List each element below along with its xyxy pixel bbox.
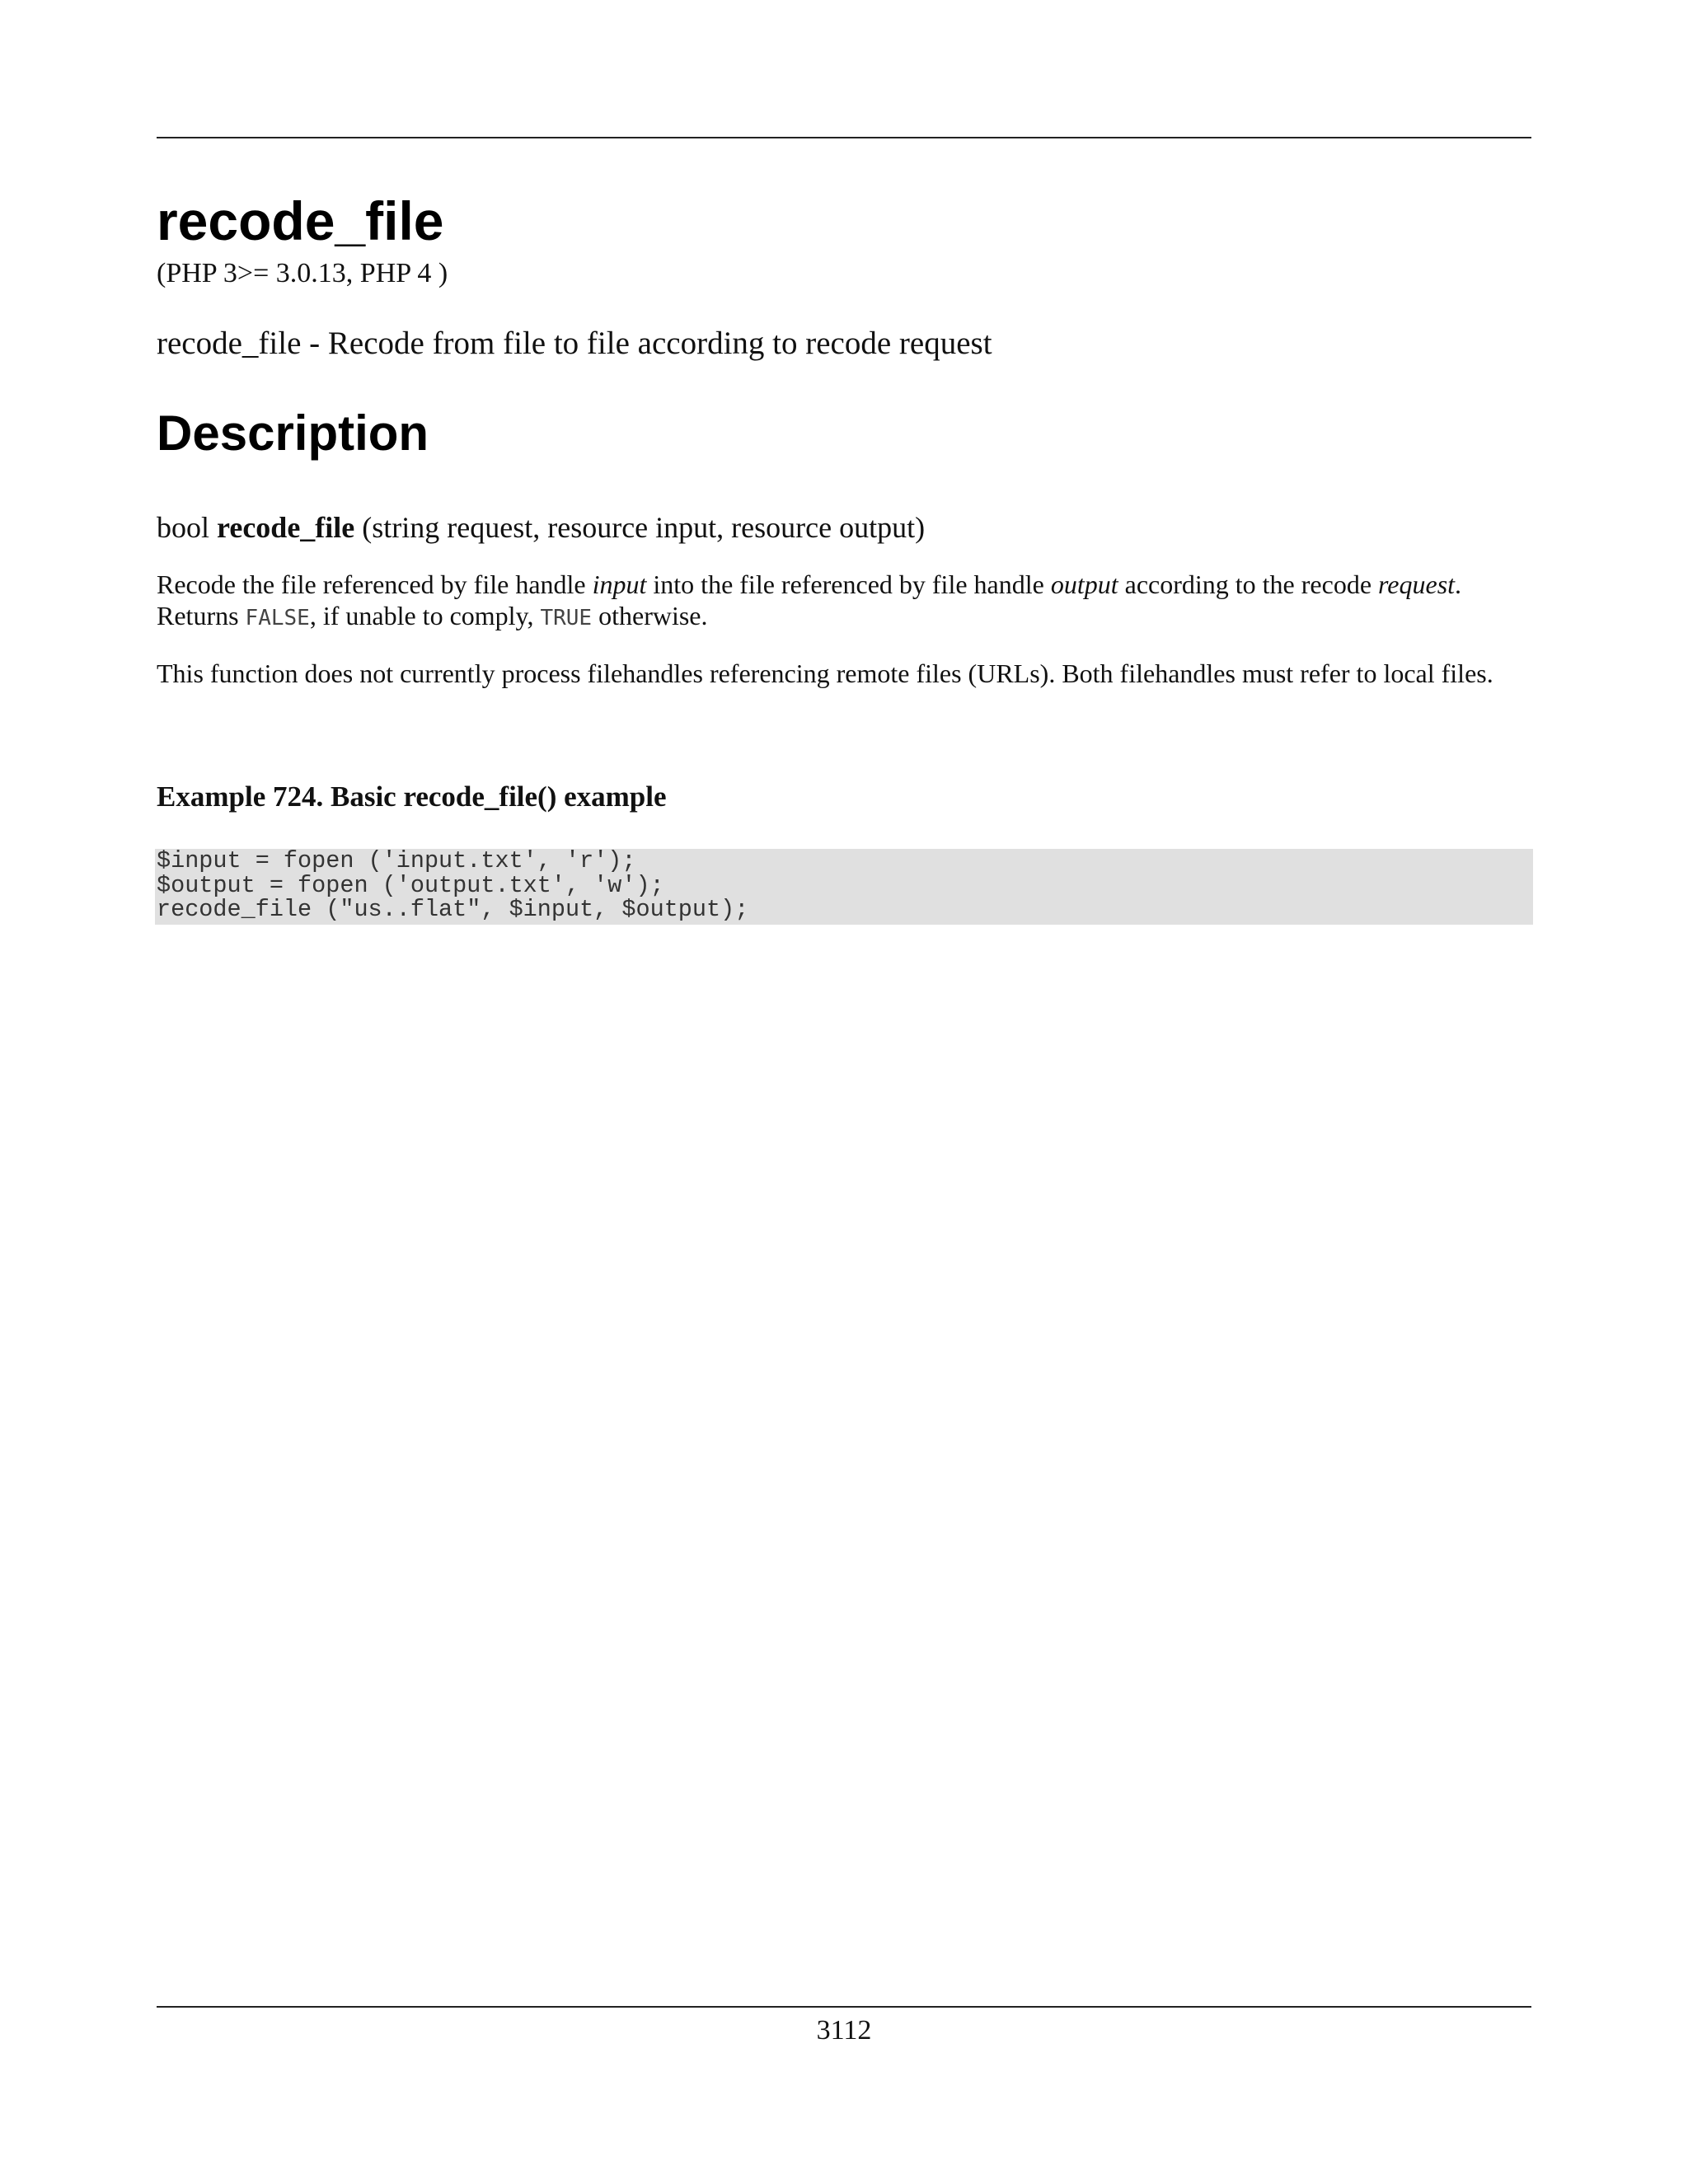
text-run: . Returns (157, 569, 1462, 630)
page-title: recode_file (157, 190, 444, 251)
constant-true: TRUE (540, 606, 593, 630)
text-run: , if unable to comply, (309, 601, 541, 630)
version-info: (PHP 3>= 3.0.13, PHP 4 ) (157, 258, 448, 288)
code-line: recode_file ("us..flat", $input, $output); (157, 896, 749, 923)
header-rule (157, 137, 1531, 138)
text-run: Recode the file referenced by file handle (157, 569, 593, 599)
code-line: $output = fopen ('output.txt', 'w'); (157, 871, 664, 899)
description-paragraph-2: This function does not currently process filehandles referencing remote files (URLs). Both filehandles must refer to local files. (157, 658, 1493, 688)
text-run: otherwise. (592, 601, 708, 630)
code-example (155, 849, 1533, 925)
return-type: bool (157, 511, 210, 544)
function-synopsis (157, 508, 925, 547)
param-input: input (592, 569, 647, 599)
document-page (157, 0, 1531, 2184)
example-title: Example 724. Basic recode_file() example (157, 780, 667, 813)
description-heading: Description (157, 405, 429, 461)
code-line: $input = fopen ('input.txt', 'r'); (157, 849, 636, 874)
page-number: 3112 (816, 2015, 872, 2046)
text-run: into the file referenced by file handle (646, 569, 1051, 599)
function-params: (string request, resource input, resource output) (362, 511, 926, 544)
function-name: recode_file (217, 511, 355, 544)
function-summary: recode_file - Recode from file to file according to recode request (157, 326, 992, 361)
param-output: output (1050, 569, 1118, 599)
description-paragraph-1 (157, 569, 1531, 634)
footer-rule (157, 2006, 1531, 2008)
text-run: according to the recode (1118, 569, 1379, 599)
param-request: request (1378, 569, 1456, 599)
constant-false: FALSE (245, 606, 310, 630)
